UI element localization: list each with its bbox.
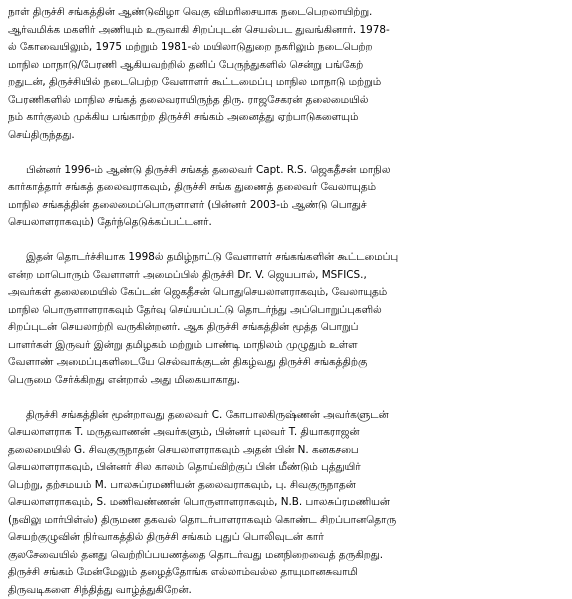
- paragraph-4: [8, 407, 564, 599]
- text-line: செயலாளராக T. மருதவாணன் அவர்களும், பின்னர் புலவர் T. தியாகராஜன்: [8, 424, 564, 442]
- text-line: வேளாண் அமைப்புகளிடையே செல்வாக்குடன் திகழ்வது திருச்சி சங்கத்திற்கு: [8, 354, 564, 372]
- text-line: கார்காத்தார் சங்கத் தலைவராகவும், திருச்சி சங்க துணைத் தலைவர் வேலாயுதம்: [8, 179, 564, 197]
- text-line: செயலாளராகவும்) தேர்ந்தெடுக்கப்பட்டனர்.: [8, 214, 564, 232]
- paragraph-1: [8, 4, 564, 144]
- text-line: குலசேவையில் தனது வெற்றிப்பயணத்தை தொடர்வது மனநிறைவைத் தருகிறது.: [8, 547, 564, 565]
- text-line: செய்திருந்தது.: [8, 127, 564, 145]
- text-line: நம் கார்குலம் முக்கிய பங்காற்ற திருச்சி சங்கம் அனைத்து ஏற்பாடுகளையும்: [8, 109, 564, 127]
- text-line: செயலாளராகவும், S. மணிவண்ணன் பொருளாளராகவும், N.B. பாலசுப்ரமணியன்: [8, 494, 564, 512]
- text-line: திருவடிகளை சிந்தித்து வாழ்த்துகிறேன்.: [8, 582, 564, 599]
- text-line: அவர்கள் தலைமையில் கேப்டன் ஜெகதீசன் பொதுசெயலாளராகவும், வேலாயுதம்: [8, 284, 564, 302]
- text-line: திருச்சி சங்கம் மேன்மேலும் தழைத்தோங்க எல்லாம்வல்ல தாயுமானசுவாமி: [8, 564, 564, 582]
- text-line: இதன் தொடர்ச்சியாக 1998ல் தமிழ்நாட்டு வேளாளர் சங்கங்களின் கூட்டமைப்பு: [8, 249, 564, 267]
- paragraph-3: [8, 249, 564, 389]
- text-line: செயலாளராகவும், பின்னர் சில காலம் தொய்விற்குப் பின் மீண்டும் புத்துயிர்: [8, 459, 564, 477]
- text-line: பின்னர் 1996-ம் ஆண்டு திருச்சி சங்கத் தலைவர் Capt. R.S. ஜெகதீசன் மாநில: [8, 162, 564, 180]
- text-line: மாநில சங்கத்தின் தலைமைப்பொருளாளர் (பின்னர் 2003-ம் ஆண்டு பொதுச்: [8, 197, 564, 215]
- text-line: பாளர்கள் இருவர் இன்று தமிழகம் மற்றும் பாண்டி மாநிலம் முழுதும் உள்ள: [8, 337, 564, 355]
- text-line: தலைமையில் G. சிவகுருநாதன் செயலாளராகவும் அதன் பின் N. கனகசபை: [8, 442, 564, 460]
- text-line: மாநில மாநாடு/பேரணி ஆகியவற்றில் தனிப் பேருந்துகளில் சென்று பங்கேற்: [8, 57, 564, 75]
- text-line: சிறப்புடன் செயலாற்றி வருகின்றனர். ஆக திருச்சி சங்கத்தின் மூத்த பொறுப்: [8, 319, 564, 337]
- text-line: ஆர்வமிக்க மகளிர் அணியும் உருவாகி சிறப்புடன் செயல்பட துவங்கினார். 1978-: [8, 22, 564, 40]
- text-line: பெருமை சேர்க்கிறது என்றால் அது மிகையாகாது.: [8, 372, 564, 390]
- text-line: செயற்குழுவின் நிர்வாகத்தில் திருச்சி சங்கம் புதுப் பொலிவுடன் கார்: [8, 529, 564, 547]
- text-line: (நவிலு மார்பிள்ஸ்) திருமண தகவல் தொடர்பாளராகவும் கொண்ட சிறப்பானதொரு: [8, 512, 564, 530]
- text-line: என்ற மாபொரும் வேளாளர் அமைப்பில் திருச்சி Dr. V. ஜெயபால், MSFICS.,: [8, 267, 564, 285]
- paragraph-2: [8, 162, 564, 232]
- text-line: ல் கோவையிலும், 1975 மற்றும் 1981-ல் மயிலாடுதுறை நகரிலும் நடைபெற்ற: [8, 39, 564, 57]
- text-line: திருச்சி சங்கத்தின் மூன்றாவது தலைவர் C. கோபாலகிருஷ்ணன் அவர்களுடன்: [8, 407, 564, 425]
- text-line: மாநில பொருளாளராகவும் தேர்வு செய்யப்பட்டு தொடர்ந்து அப்பொறுப்புகளில்: [8, 302, 564, 320]
- text-line: பேரணிகளில் மாநில சங்கத் தலைவராயிருந்த திரு. ராஜசேகரன் தலைமையில்: [8, 92, 564, 110]
- text-line: றதுடன், திருச்சியில் நடைபெற்ற வேளாளர் கூட்டமைப்பு மாநில மாநாடு மற்றும்: [8, 74, 564, 92]
- text-line: நாள் திருச்சி சங்கத்தின் ஆண்டுவிழா வெகு விமரிசையாக நடைபெறலாயிற்று.: [8, 4, 564, 22]
- text-line: பெற்று, தற்சமயம் M. பாலசுப்ரமணியன் தலைவராகவும், பு. சிவகுருநாதன்: [8, 477, 564, 495]
